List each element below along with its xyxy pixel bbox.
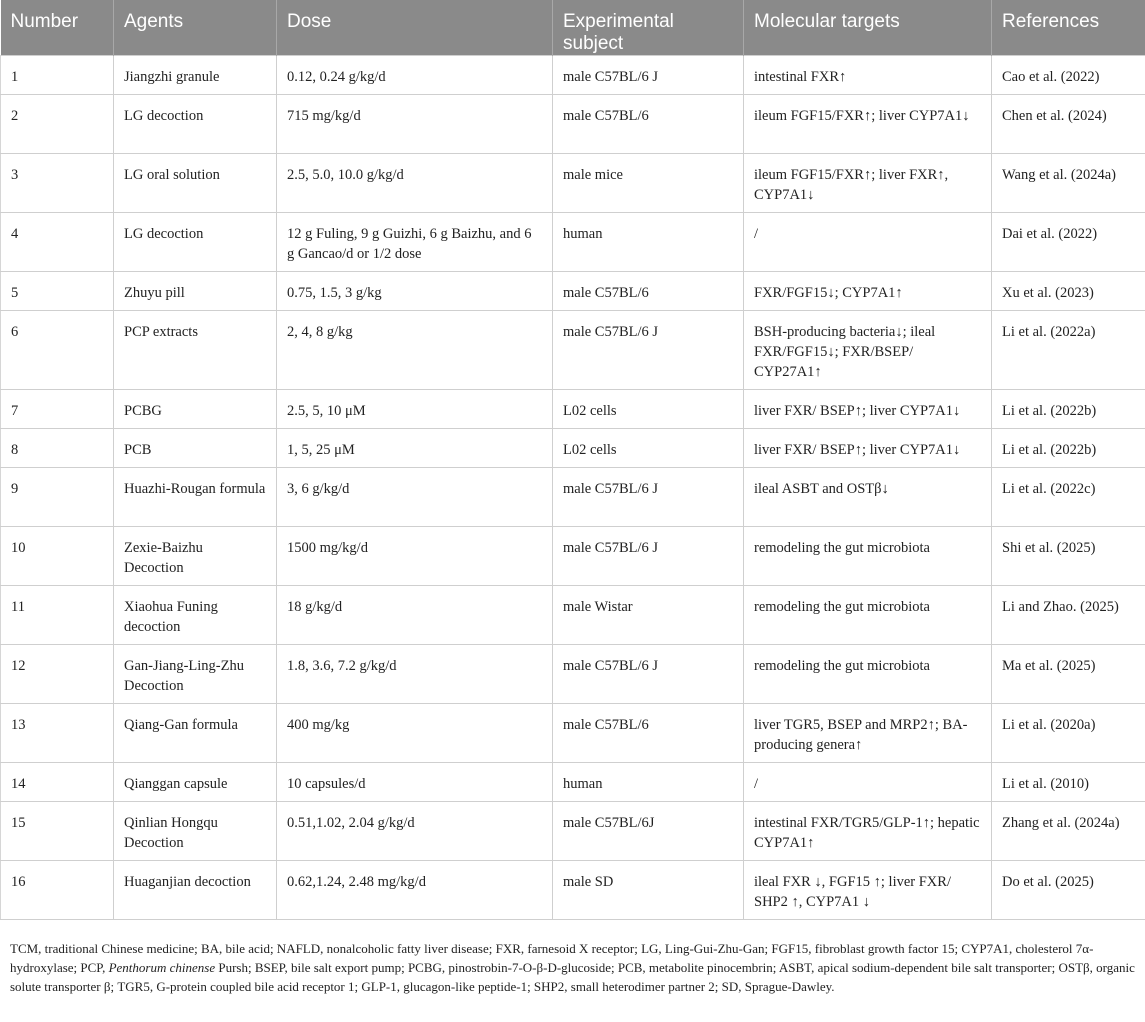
cell-reference: Li et al. (2010): [992, 763, 1145, 802]
cell-number: 7: [1, 390, 114, 429]
cell-targets: ileal ASBT and OSTβ↓: [744, 468, 992, 527]
cell-dose: 1500 mg/kg/d: [277, 527, 553, 586]
table-row: [1, 56, 1145, 95]
cell-agent: LG decoction: [114, 95, 277, 154]
cell-agent: Qinlian Hongqu Decoction: [114, 802, 277, 861]
cell-reference: Li et al. (2022b): [992, 429, 1145, 468]
cell-dose: 12 g Fuling, 9 g Guizhi, 6 g Baizhu, and 6 g Gancao/d or 1/2 dose: [277, 213, 553, 272]
cell-targets: intestinal FXR/TGR5/GLP-1↑; hepatic CYP7A1↑: [744, 802, 992, 861]
table-body: [1, 56, 1145, 920]
footnote-species-name: Penthorum chinense: [108, 960, 216, 975]
cell-targets: remodeling the gut microbiota: [744, 586, 992, 645]
cell-reference: Li et al. (2022c): [992, 468, 1145, 527]
table-row: [1, 527, 1145, 586]
cell-number: 6: [1, 311, 114, 390]
cell-targets: liver FXR/ BSEP↑; liver CYP7A1↓: [744, 390, 992, 429]
cell-reference: Li et al. (2022b): [992, 390, 1145, 429]
cell-reference: Shi et al. (2025): [992, 527, 1145, 586]
cell-dose: 0.75, 1.5, 3 g/kg: [277, 272, 553, 311]
cell-number: 13: [1, 704, 114, 763]
cell-dose: 18 g/kg/d: [277, 586, 553, 645]
cell-agent: Qiang-Gan formula: [114, 704, 277, 763]
cell-subject: male C57BL/6: [553, 272, 744, 311]
cell-subject: male C57BL/6 J: [553, 527, 744, 586]
cell-agent: Jiangzhi granule: [114, 56, 277, 95]
cell-agent: Qianggan capsule: [114, 763, 277, 802]
cell-subject: male C57BL/6 J: [553, 56, 744, 95]
cell-agent: Zhuyu pill: [114, 272, 277, 311]
cell-agent: LG decoction: [114, 213, 277, 272]
cell-dose: 0.62,1.24, 2.48 mg/kg/d: [277, 861, 553, 920]
cell-dose: 400 mg/kg: [277, 704, 553, 763]
cell-subject: male C57BL/6 J: [553, 468, 744, 527]
cell-agent: Huazhi-Rougan formula: [114, 468, 277, 527]
cell-reference: Do et al. (2025): [992, 861, 1145, 920]
cell-dose: 715 mg/kg/d: [277, 95, 553, 154]
cell-subject: male C57BL/6 J: [553, 311, 744, 390]
column-header-agents: Agents: [114, 0, 277, 56]
cell-targets: ileum FGF15/FXR↑; liver FXR↑, CYP7A1↓: [744, 154, 992, 213]
column-header-dose: Dose: [277, 0, 553, 56]
table-row: [1, 763, 1145, 802]
cell-targets: FXR/FGF15↓; CYP7A1↑: [744, 272, 992, 311]
cell-dose: 3, 6 g/kg/d: [277, 468, 553, 527]
cell-agent: Xiaohua Funing decoction: [114, 586, 277, 645]
cell-number: 16: [1, 861, 114, 920]
table-row: [1, 390, 1145, 429]
cell-subject: human: [553, 213, 744, 272]
cell-targets: liver FXR/ BSEP↑; liver CYP7A1↓: [744, 429, 992, 468]
table-row: [1, 861, 1145, 920]
footnote-text-end: Pursh; BSEP, bile salt export pump; PCBG, pinostrobin-7-O-β-D-glucoside; PCB, metabolite pinocembrin; ASBT, apical sodium-dependent bile salt transporter; OSTβ, organic solute transporter β; TGR5, G-protein coupled bile acid receptor 1; GLP-1, glucagon-like peptide-1; SHP2, small heterodimer partner 2; SD, Sprague-Dawley.: [10, 960, 1135, 994]
cell-targets: intestinal FXR↑: [744, 56, 992, 95]
cell-number: 9: [1, 468, 114, 527]
cell-subject: human: [553, 763, 744, 802]
column-header-experimental-subject: Experimental subject: [553, 0, 744, 56]
cell-dose: 2, 4, 8 g/kg: [277, 311, 553, 390]
column-header-references: References: [992, 0, 1145, 56]
cell-subject: male mice: [553, 154, 744, 213]
table-row: [1, 154, 1145, 213]
cell-subject: male SD: [553, 861, 744, 920]
table-row: [1, 213, 1145, 272]
column-header-number: Number: [1, 0, 114, 56]
cell-reference: Dai et al. (2022): [992, 213, 1145, 272]
cell-agent: PCBG: [114, 390, 277, 429]
table-row: [1, 586, 1145, 645]
cell-reference: Li et al. (2020a): [992, 704, 1145, 763]
cell-number: 15: [1, 802, 114, 861]
cell-targets: /: [744, 763, 992, 802]
cell-subject: L02 cells: [553, 390, 744, 429]
cell-reference: Xu et al. (2023): [992, 272, 1145, 311]
cell-targets: /: [744, 213, 992, 272]
cell-number: 5: [1, 272, 114, 311]
cell-reference: Zhang et al. (2024a): [992, 802, 1145, 861]
cell-subject: L02 cells: [553, 429, 744, 468]
cell-subject: male C57BL/6: [553, 704, 744, 763]
cell-agent: Gan-Jiang-Ling-Zhu Decoction: [114, 645, 277, 704]
cell-targets: liver TGR5, BSEP and MRP2↑; BA-producing genera↑: [744, 704, 992, 763]
header-row: [1, 0, 1145, 56]
cell-reference: Ma et al. (2025): [992, 645, 1145, 704]
table-row: [1, 95, 1145, 154]
cell-targets: ileal FXR ↓, FGF15 ↑; liver FXR/ SHP2 ↑, CYP7A1 ↓: [744, 861, 992, 920]
footnote-text-start: TCM, traditional Chinese medicine; BA, bile acid; NAFLD, nonalcoholic fatty liver disease; FXR, farnesoid X receptor; LG, Ling-Gui-Zhu-Gan; FGF15, fibroblast growth factor 15; CYP7A1, cholesterol 7α-hydroxylase; PCP,: [10, 941, 1094, 975]
cell-number: 11: [1, 586, 114, 645]
cell-agent: Huaganjian decoction: [114, 861, 277, 920]
cell-number: 3: [1, 154, 114, 213]
cell-subject: male Wistar: [553, 586, 744, 645]
cell-targets: ileum FGF15/FXR↑; liver CYP7A1↓: [744, 95, 992, 154]
cell-number: 2: [1, 95, 114, 154]
cell-reference: Li and Zhao. (2025): [992, 586, 1145, 645]
cell-targets: remodeling the gut microbiota: [744, 645, 992, 704]
cell-dose: 0.12, 0.24 g/kg/d: [277, 56, 553, 95]
table-row: [1, 645, 1145, 704]
cell-dose: 0.51,1.02, 2.04 g/kg/d: [277, 802, 553, 861]
cell-targets: BSH-producing bacteria↓; ileal FXR/FGF15↓; FXR/BSEP/ CYP27A1↑: [744, 311, 992, 390]
cell-dose: 2.5, 5, 10 μM: [277, 390, 553, 429]
cell-reference: Wang et al. (2024a): [992, 154, 1145, 213]
table-row: [1, 704, 1145, 763]
table-row: [1, 311, 1145, 390]
cell-number: 1: [1, 56, 114, 95]
cell-subject: male C57BL/6 J: [553, 645, 744, 704]
cell-number: 8: [1, 429, 114, 468]
table-footnote: [10, 939, 1135, 996]
cell-agent: LG oral solution: [114, 154, 277, 213]
table-row: [1, 429, 1145, 468]
cell-agent: PCB: [114, 429, 277, 468]
cell-agent: Zexie-Baizhu Decoction: [114, 527, 277, 586]
cell-dose: 2.5, 5.0, 10.0 g/kg/d: [277, 154, 553, 213]
cell-dose: 1.8, 3.6, 7.2 g/kg/d: [277, 645, 553, 704]
cell-dose: 10 capsules/d: [277, 763, 553, 802]
cell-reference: Chen et al. (2024): [992, 95, 1145, 154]
cell-number: 12: [1, 645, 114, 704]
cell-number: 4: [1, 213, 114, 272]
cell-dose: 1, 5, 25 μM: [277, 429, 553, 468]
cell-reference: Li et al. (2022a): [992, 311, 1145, 390]
column-header-molecular-targets: Molecular targets: [744, 0, 992, 56]
cell-reference: Cao et al. (2022): [992, 56, 1145, 95]
table-row: [1, 272, 1145, 311]
cell-number: 14: [1, 763, 114, 802]
cell-subject: male C57BL/6: [553, 95, 744, 154]
cell-number: 10: [1, 527, 114, 586]
cell-agent: PCP extracts: [114, 311, 277, 390]
table-row: [1, 802, 1145, 861]
table-row: [1, 468, 1145, 527]
cell-targets: remodeling the gut microbiota: [744, 527, 992, 586]
cell-subject: male C57BL/6J: [553, 802, 744, 861]
